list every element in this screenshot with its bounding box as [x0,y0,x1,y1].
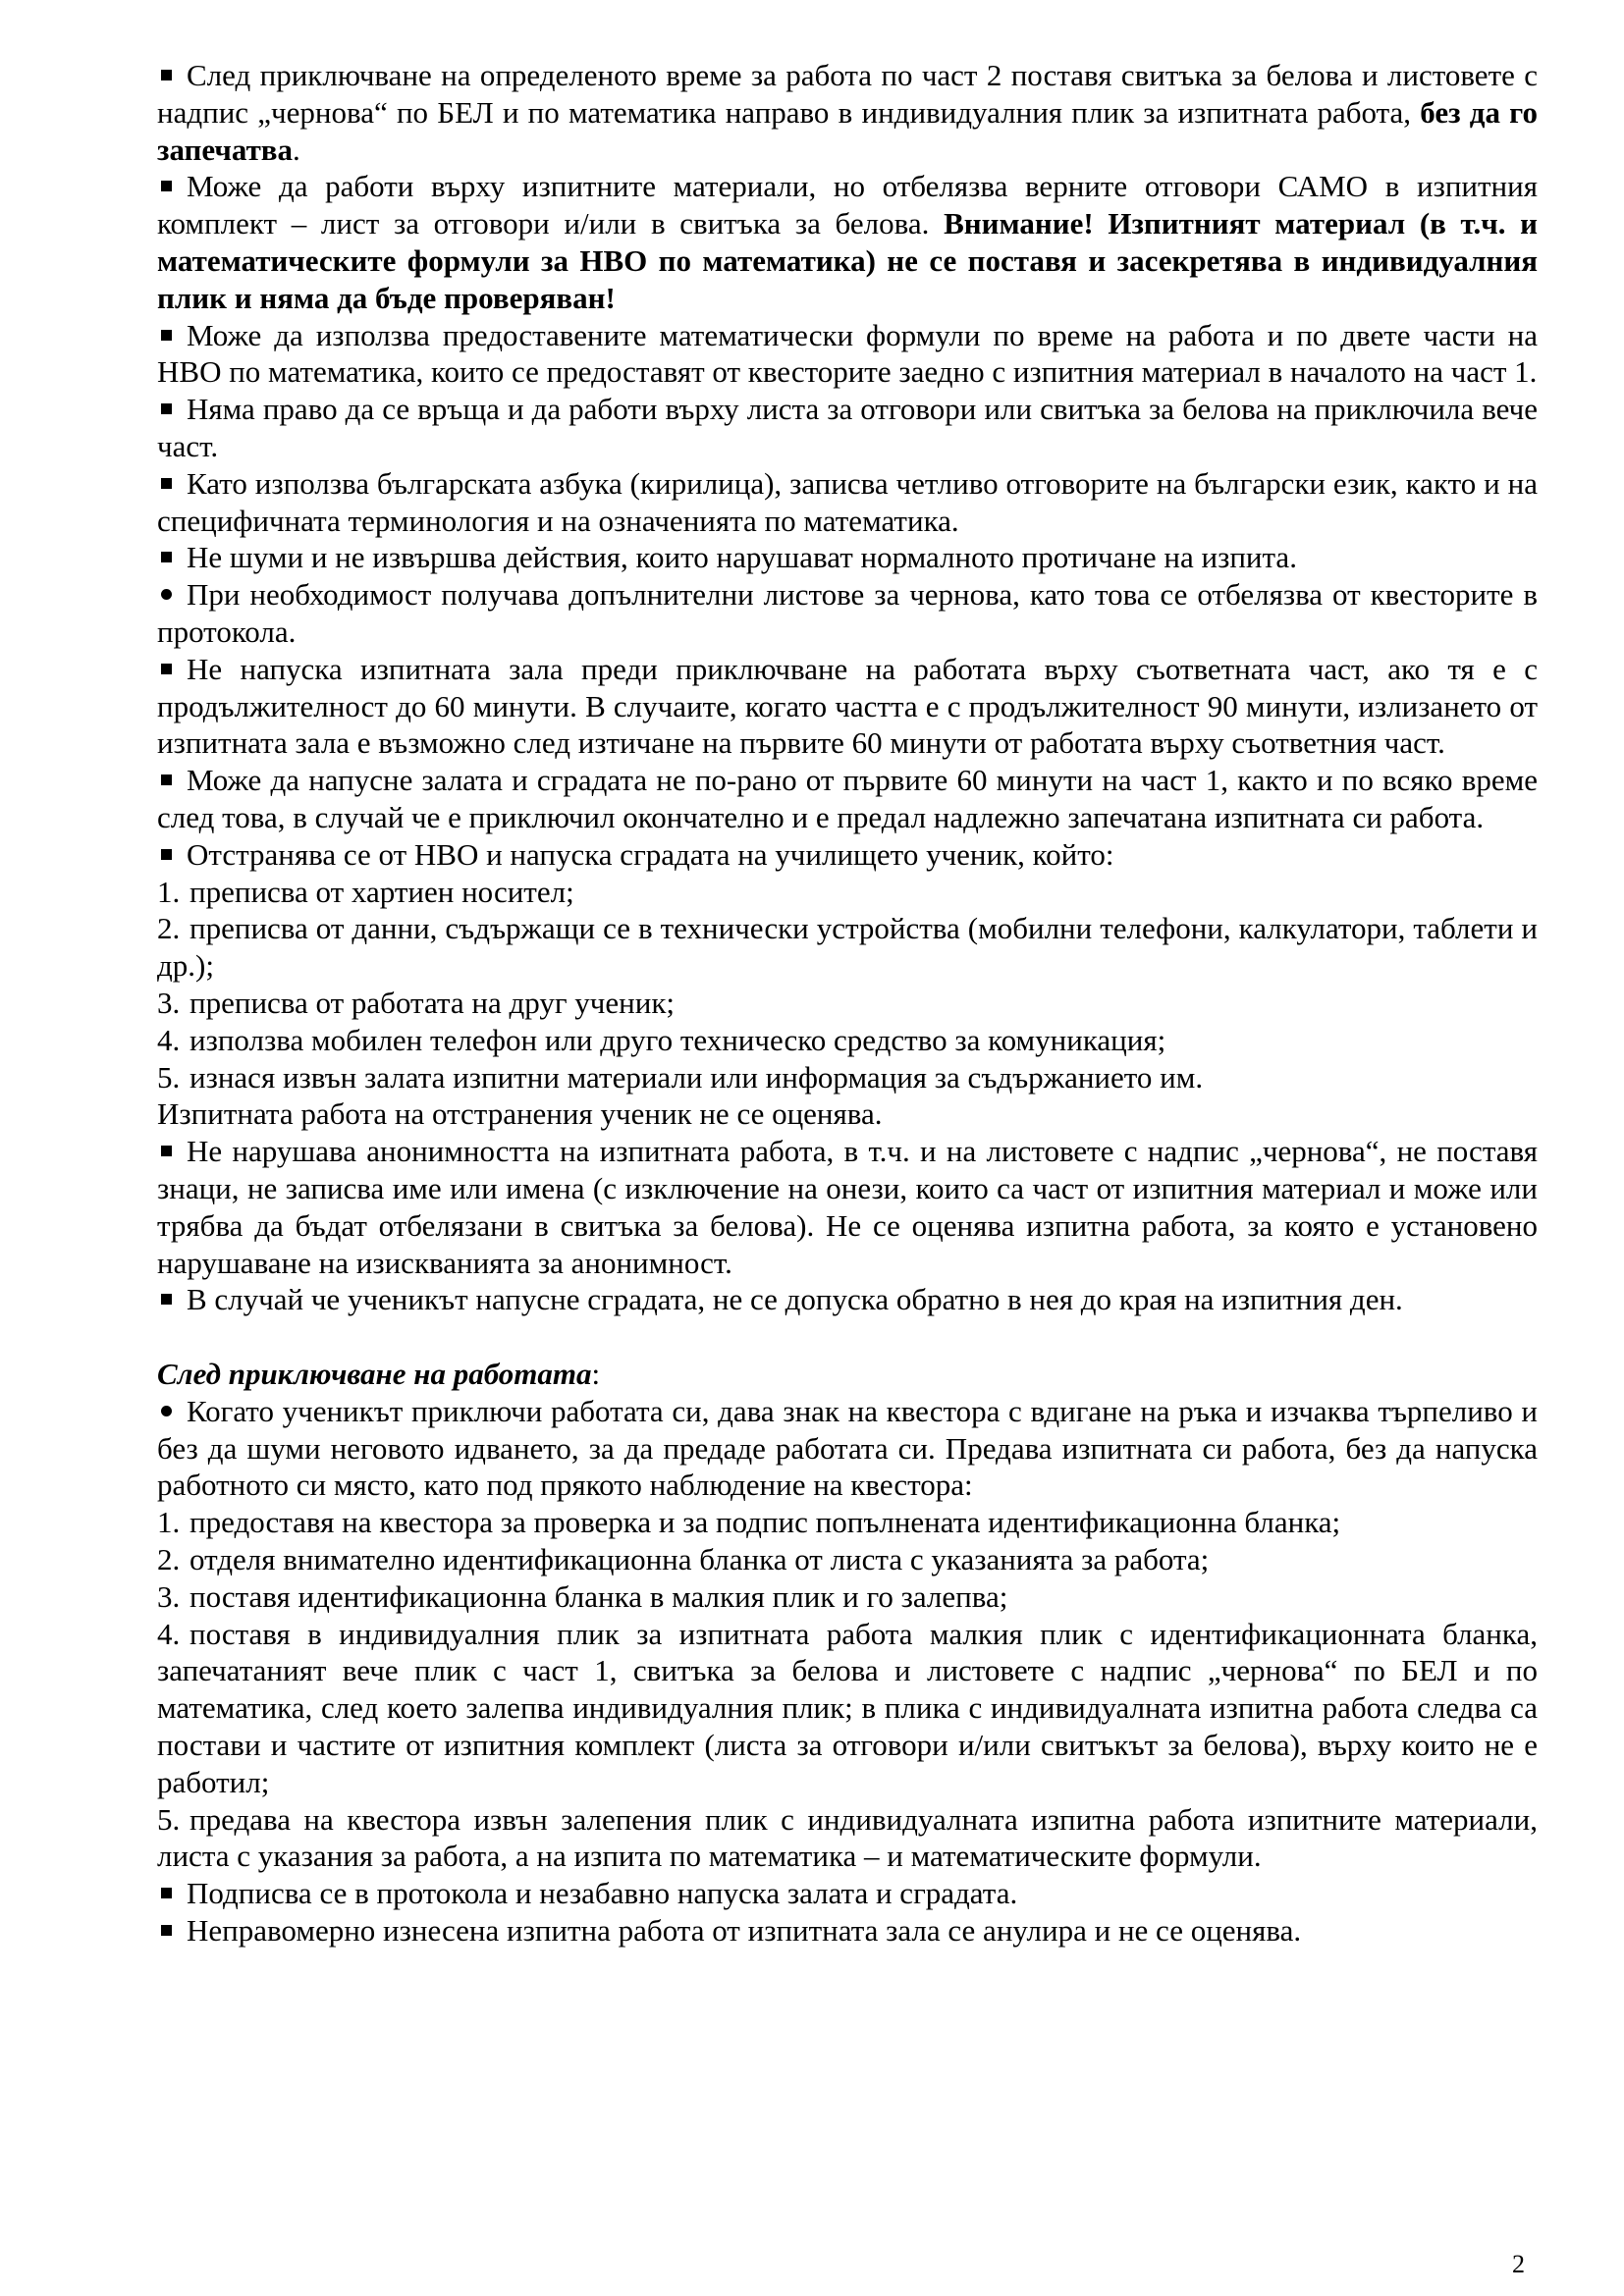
paragraph-text: При необходимост получава допълнителни листове за чернова, като това се отбелязва от квесторите в протокола. [157,577,1538,649]
paragraph-text: Изпитната работа на отстранения ученик не се оценява. [157,1096,883,1132]
round-bullet-icon [161,1406,172,1416]
list-number: 4. [157,1022,181,1057]
paragraph-b5 [157,465,1538,540]
paragraph-text: използва мобилен телефон или друго техническо средство за комуникация; [189,1022,1166,1057]
list-number: 2. [157,1542,181,1577]
paragraph-text: изнася извън залата изпитни материали или информация за съдържанието им. [189,1059,1204,1095]
paragraph-b9 [157,762,1538,836]
paragraph-text: Не нарушава анонимността на изпитната работа, в т.ч. и на листовете с надпис „чернова“, не поставя знаци, не записва име или имена (с изключение на онези, които са част от изпитния материал и може или трябва да бъдат отбелязани в свитъка за белова). Не се оценява изпитна работа, за която е установено нарушаване на изискванията за анонимност. [157,1134,1538,1280]
paragraph-text: Отстранява се от НВО и напуска сградата на училището ученик, който: [187,836,1114,872]
square-bullet-icon [161,70,172,80]
paragraph-b17 [157,1133,1538,1281]
paragraph-b7 [157,576,1538,651]
list-number: 3. [157,1578,181,1614]
paragraph-c3 [157,1541,1538,1578]
paragraph-text: преписва от работата на друг ученик; [189,985,675,1020]
square-bullet-icon [161,664,172,674]
paragraph-text: Няма право да се връща и да работи върху листа за отговори или свитъка за белова на приключила вече част. [157,392,1538,463]
paragraph-b16 [157,1095,1538,1133]
paragraph-text: Не шуми и не извършва действия, които нарушават нормалното протичане на изпита. [187,540,1297,575]
paragraph-c2 [157,1504,1538,1541]
list-number: 1. [157,1505,181,1540]
square-bullet-icon [161,1146,172,1156]
square-bullet-icon [161,1888,172,1898]
square-bullet-icon [161,849,172,860]
section-heading-colon: : [591,1357,601,1392]
square-bullet-icon [161,403,172,414]
paragraph-text: В случай че ученикът напусне сградата, не се допуска обратно в нея до края на изпитния ден. [187,1282,1403,1317]
paragraph-b2 [157,168,1538,316]
paragraph-b12 [157,910,1538,985]
list-number: 5. [157,1059,181,1095]
square-bullet-icon [161,552,172,562]
paragraph-b8 [157,651,1538,762]
paragraph-b18 [157,1281,1538,1318]
paragraph-b14 [157,1022,1538,1059]
paragraph-text: поставя в индивидуалния плик за изпитната работа малкия плик с идентификационната бланка, запечатаният вече плик с част 1, свитъка за белова и листовете с надпис „чернова“ по БЕЛ и по математика, след което залепва индивидуалния плик; в плика с индивидуалната изпитна работа следва са постави и частите от изпитния комплект (листа за отговори и/или свитъкът за белова), върху които не е работил; [157,1616,1538,1799]
square-bullet-icon [161,478,172,489]
paragraph-text: отделя внимателно идентификационна бланка от листа с указанията за работа; [189,1542,1210,1577]
paragraph-b1 [157,57,1538,168]
paragraph-text: След приключване на определеното време за работа по част 2 поставя свитъка за белова и листовете с надпис „чернова“ по БЕЛ и по математика направо в индивидуалния плик за изпитната работа, [157,58,1538,130]
paragraph-b3 [157,317,1538,392]
paragraph-b6 [157,539,1538,576]
after-work-section [157,1393,1538,1949]
paragraph-text: Неправомерно изнесена изпитна работа от изпитната зала се анулира и не се оценява. [187,1913,1302,1949]
paragraph-c5 [157,1616,1538,1801]
paragraph-text: Може да напусне залата и сградата не по-рано от първите 60 минути на част 1, както и по всяко време след това, в случай че е приключил окончателно и е предал надлежно запечатана изпитната си работа. [157,763,1538,834]
paragraph-b13 [157,985,1538,1022]
paragraph-text: преписва от хартиен носител; [189,874,574,909]
paragraph-b4 [157,391,1538,465]
paragraph-b15 [157,1059,1538,1096]
list-number: 5. [157,1801,181,1837]
paragraph-b11 [157,874,1538,911]
paragraph-c1 [157,1393,1538,1504]
paragraph-text: . [293,132,300,167]
paragraph-c4 [157,1578,1538,1616]
paragraph-b10 [157,836,1538,874]
paragraph-text: поставя идентификационна бланка в малкия плик и го залепва; [189,1578,1008,1614]
round-bullet-icon [161,589,172,600]
paragraph-text: преписва от данни, съдържащи се в технически устройства (мобилни телефони, калкулатори, таблети и др.); [157,911,1538,984]
list-number: 2. [157,911,181,946]
paragraph-text: Може да работи върху изпитните материали, но отбелязва верните отговори САМО в изпитния комплект – лист за отговори и/или в свитъка за белова. [157,169,1538,241]
paragraph-text: Когато ученикът приключи работата си, дава знак на квестора с вдигане на ръка и изчаква търпеливо и без да шуми неговото идването, за да предаде работата си. Предава изпитната си работа, без да напуска работното си място, като под прякото наблюдение на квестора: [157,1393,1538,1503]
bold-text: Внимание! Изпитният материал (в т.ч. и математическите формули за НВО по математика) не се поставя и засекретява в индивидуалния плик и няма да бъде проверяван! [157,206,1538,315]
document-page [157,57,1538,1949]
paragraph-c7 [157,1875,1538,1912]
square-bullet-icon [161,1294,172,1305]
section-heading [157,1356,1538,1393]
page-number: 2 [1512,2250,1525,2278]
paragraph-text: предоставя на квестора за проверка и за подпис попълнената идентификационна бланка; [189,1505,1341,1540]
bold-text: без да го запечатва [157,94,1538,167]
square-bullet-icon [161,181,172,191]
paragraph-c8 [157,1912,1538,1949]
paragraph-text: Не напуска изпитната зала преди приключване на работата върху съответната част, ако тя е с продължителност до 60 минути. В случаите, когато частта е с продължителност 90 минути, излизането от изпитната зала е възможно след изтичане на първите 60 минути от работата върху съответния част. [157,651,1538,761]
paragraph-text: Подписва се в протокола и незабавно напуска залата и сградата. [187,1876,1018,1911]
square-bullet-icon [161,774,172,785]
paragraph-text: Може да използва предоставените математически формули по време на работа и по двете части на НВО по математика, които се предоставят от квесторите заедно с изпитния материал в началото на част 1. [157,317,1538,390]
square-bullet-icon [161,330,172,341]
list-number: 1. [157,874,181,909]
section-heading-text: След приключване на работата [157,1357,592,1392]
paragraph-c6 [157,1801,1538,1876]
paragraph-text: Като използва българската азбука (кирилица), записва четливо отговорите на български език, както и на специфичната терминология и на означенията по математика. [157,465,1538,538]
rules-section [157,57,1538,1318]
square-bullet-icon [161,1925,172,1936]
list-number: 3. [157,985,181,1020]
paragraph-text: предава на квестора извън залепения плик с индивидуалната изпитна работа изпитните материали, листа с указания за работа, а на изпита по математика – и математическите формули. [157,1801,1538,1874]
list-number: 4. [157,1616,181,1651]
